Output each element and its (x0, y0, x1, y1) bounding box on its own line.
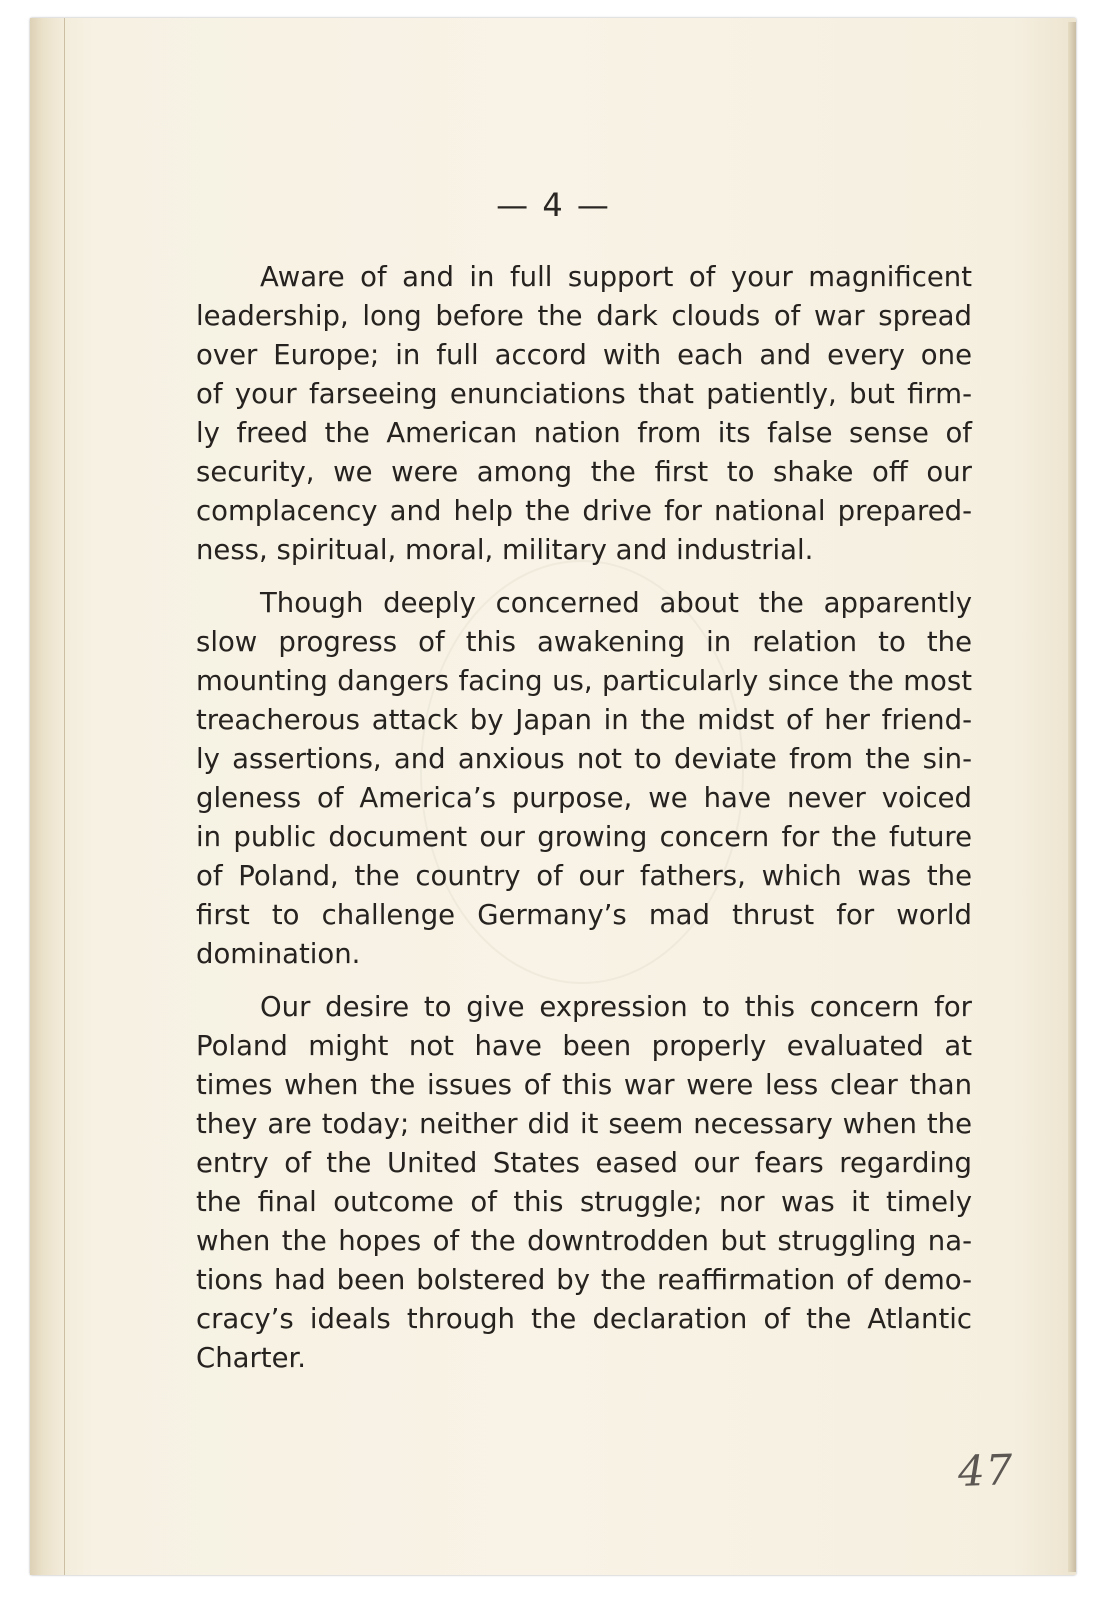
paragraph-1 (196, 258, 972, 570)
text-line: slow progress of this awakening in relation to the (196, 626, 972, 658)
text-line: entry of the United States eased our fears regarding (196, 1147, 972, 1179)
binding-edge (30, 18, 65, 1575)
page-number: — 4 — (496, 186, 611, 224)
handwritten-page-number: 47 (957, 1445, 1015, 1496)
text-line: when the hopes of the downtrodden but struggling na- (196, 1225, 972, 1257)
paragraph-3 (196, 988, 972, 1378)
text-line: tions had been bolstered by the reaffirmation of demo- (196, 1264, 972, 1296)
body-text (196, 258, 972, 1392)
text-line: ly assertions, and anxious not to deviate from the sin- (196, 743, 972, 775)
text-line: complacency and help the drive for national prepared- (196, 495, 972, 527)
text-line: Poland might not have been properly evaluated at (196, 1030, 972, 1062)
text-line: gleness of America’s purpose, we have never voiced (196, 782, 972, 814)
text-line: of your farseeing enunciations that patiently, but firm- (196, 378, 972, 410)
text-line: ness, spiritual, moral, military and industrial. (196, 534, 814, 566)
text-line: ly freed the American nation from its false sense of (196, 417, 972, 449)
text-line: Aware of and in full support of your magnificent (260, 261, 972, 293)
text-line: Our desire to give expression to this concern for (260, 991, 972, 1023)
text-line: treacherous attack by Japan in the midst of her friend- (196, 704, 972, 736)
text-line: cracy’s ideals through the declaration of the Atlantic (196, 1303, 972, 1335)
text-line: they are today; neither did it seem necessary when the (196, 1108, 972, 1140)
text-line: the final outcome of this struggle; nor was it timely (196, 1186, 972, 1218)
text-line: in public document our growing concern for the future (196, 821, 972, 853)
text-line: first to challenge Germany’s mad thrust for world (196, 899, 972, 931)
text-line: mounting dangers facing us, particularly since the most (196, 665, 972, 697)
text-line: Charter. (196, 1342, 307, 1374)
text-line: domination. (196, 938, 361, 970)
text-line: of Poland, the country of our fathers, which was the (196, 860, 972, 892)
paragraph-2 (196, 584, 972, 974)
text-line: Though deeply concerned about the apparently (260, 587, 972, 619)
text-line: times when the issues of this war were less clear than (196, 1069, 972, 1101)
text-line: over Europe; in full accord with each and every one (196, 339, 972, 371)
text-line: leadership, long before the dark clouds of war spread (196, 300, 972, 332)
text-line: security, we were among the first to shake off our (196, 456, 972, 488)
page-right-edge (1068, 22, 1076, 1572)
